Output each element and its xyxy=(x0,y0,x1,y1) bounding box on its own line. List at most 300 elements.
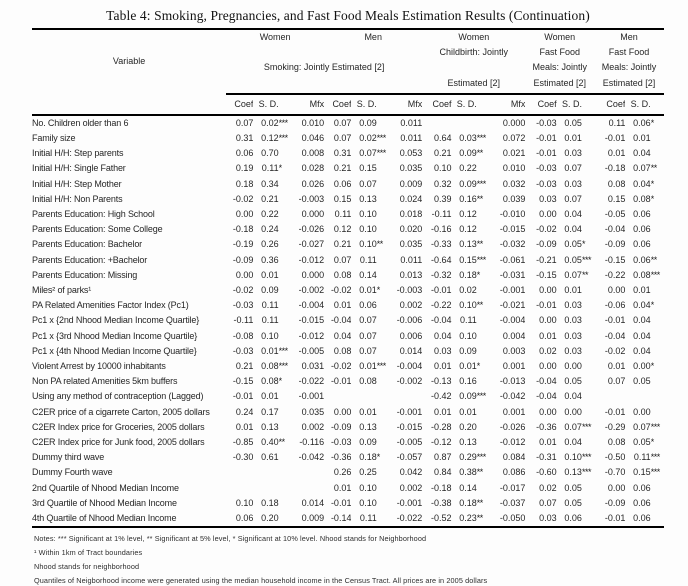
row-label: Dummy third wave xyxy=(32,452,105,463)
cell-w-mfx: -0.116 xyxy=(299,437,325,448)
cell-wf-coef: 0.00 xyxy=(539,361,557,372)
cell-mf-stars: ** xyxy=(650,254,657,265)
cell-mf-coef: 0.15 xyxy=(607,193,626,204)
cell-cb-sd: 0.38 xyxy=(459,467,477,478)
cell-wf-coef: -0.03 xyxy=(536,178,557,189)
cell-w-coef: 0.24 xyxy=(235,406,254,417)
cell-wf-coef: -0.04 xyxy=(536,376,557,387)
table-row xyxy=(32,146,664,161)
cell-wf-stars: * xyxy=(581,239,585,250)
cell-w-sd: 0.01 xyxy=(261,269,279,280)
cell-mf-stars xyxy=(651,329,664,344)
row-label: C2ER Index price for Junk food, 2005 dollars xyxy=(32,437,205,448)
cell-wf-coef: 0.00 xyxy=(539,285,557,296)
cell-wf-stars xyxy=(582,313,594,328)
cell-w-coef: -0.08 xyxy=(232,330,254,341)
cell-m-sd: 0.18 xyxy=(359,452,377,463)
cell-cb-mfx: -0.012 xyxy=(499,437,526,448)
cell-w-mfx: 0.046 xyxy=(301,133,325,144)
cell-wf-coef: -0.03 xyxy=(536,117,557,128)
cell-w-sd: 0.40 xyxy=(261,437,279,448)
cell-mf-stars xyxy=(651,496,664,511)
subheader-w-stars xyxy=(279,94,291,115)
table-row xyxy=(32,131,664,146)
row-label: Initial H/H: Step Mother xyxy=(32,178,122,189)
cell-cb-stars: *** xyxy=(476,391,486,402)
cell-wf-stars xyxy=(582,435,594,450)
cell-wf-coef: 0.00 xyxy=(539,406,557,417)
cell-m-coef: 0.31 xyxy=(333,148,352,159)
cell-mf-sd: 0.06 xyxy=(633,209,651,220)
cell-m-sd xyxy=(351,389,376,404)
cell-cb-stars: * xyxy=(476,361,480,372)
cell-cb-sd: 0.10 xyxy=(459,330,477,341)
cell-w-sd: 0.36 xyxy=(261,254,279,265)
cell-wf-coef: 0.00 xyxy=(539,209,557,220)
spacer-cell xyxy=(422,60,525,75)
cell-wf-coef: 0.03 xyxy=(525,511,556,527)
row-label: Initial H/H: Step parents xyxy=(32,148,124,159)
cell-w-sd: 0.11 xyxy=(261,315,279,326)
cell-m-sd: 0.07 xyxy=(359,345,377,356)
cell-mf-stars: * xyxy=(650,361,654,372)
col-group-men-fastfood-line4: Estimated [2] xyxy=(594,76,664,94)
cell-w-mfx: -0.001 xyxy=(298,391,325,402)
cell-wf-coef: -0.01 xyxy=(536,133,557,144)
cell-mf-stars: *** xyxy=(650,421,660,432)
cell-mf-coef: 0.01 xyxy=(607,148,626,159)
cell-mf-coef: -0.01 xyxy=(604,315,626,326)
cell-cb-mfx: 0.004 xyxy=(502,330,526,341)
cell-m-stars xyxy=(377,481,389,496)
cell-wf-sd: 0.03 xyxy=(564,345,582,356)
cell-cb-stars: * xyxy=(476,269,480,280)
cell-m-mfx: -0.004 xyxy=(396,361,423,372)
cell-w-coef: -0.15 xyxy=(232,376,254,387)
cell-w-stars xyxy=(279,389,291,404)
cell-w-coef xyxy=(226,465,253,480)
cell-wf-sd: 0.03 xyxy=(564,178,582,189)
cell-mf-stars xyxy=(651,313,664,328)
subheader-m-sd: S. D. xyxy=(351,94,376,115)
col-group-women-childbirth-line2: Childbirth: Jointly xyxy=(439,47,509,58)
cell-cb-coef: 0.10 xyxy=(434,163,452,174)
cell-wf-stars xyxy=(582,222,594,237)
cell-cb-mfx: 0.010 xyxy=(502,163,526,174)
row-label: 4th Quartile of Nhood Median Income xyxy=(32,511,226,527)
cell-mf-sd: 0.06 xyxy=(633,482,651,493)
cell-m-stars xyxy=(377,298,389,313)
cell-m-mfx: 0.020 xyxy=(399,224,423,235)
cell-wf-stars xyxy=(582,192,594,207)
cell-m-coef: 0.15 xyxy=(333,193,352,204)
col-group-men-fastfood-line3: Meals: Jointly xyxy=(601,62,657,73)
cell-cb-stars: ** xyxy=(477,511,490,527)
cell-mf-coef: 0.01 xyxy=(607,361,626,372)
cell-w-stars: *** xyxy=(278,361,288,372)
cell-wf-coef: -0.02 xyxy=(536,224,557,235)
cell-m-sd: 0.10 xyxy=(359,497,377,508)
subheader-m-stars xyxy=(377,94,389,115)
cell-w-coef: -0.18 xyxy=(232,224,254,235)
subheader-mf-sd: S. D. xyxy=(625,94,650,115)
cell-w-sd: 0.08 xyxy=(261,361,279,372)
cell-cb-coef: 0.39 xyxy=(434,193,452,204)
cell-m-coef: 0.01 xyxy=(333,300,352,311)
col-group-women-fastfood-line1: Women xyxy=(544,32,576,42)
cell-m-coef: -0.14 xyxy=(324,511,351,527)
table-row xyxy=(32,465,664,480)
col-group-men-fastfood-line2: Fast Food xyxy=(608,47,650,58)
row-label: PA Related Amenities Factor Index (Pc1) xyxy=(32,300,189,311)
cell-cb-sd: 0.13 xyxy=(459,437,477,448)
cell-mf-sd: 0.06 xyxy=(633,224,651,235)
cell-m-sd: 0.10 xyxy=(359,482,377,493)
cell-w-coef: -0.02 xyxy=(232,193,254,204)
cell-cb-coef: -0.04 xyxy=(431,315,452,326)
cell-wf-stars xyxy=(582,115,594,131)
cell-cb-stars: *** xyxy=(476,452,486,463)
cell-w-sd: 0.26 xyxy=(261,239,279,250)
cell-w-mfx: -0.004 xyxy=(298,300,325,311)
cell-cb-stars: ** xyxy=(476,239,483,250)
cell-wf-sd: 0.05 xyxy=(564,482,582,493)
cell-cb-mfx: -0.017 xyxy=(499,482,526,493)
subheader-wf-coef: Coef xyxy=(525,94,556,115)
cell-wf-stars xyxy=(582,359,594,374)
cell-cb-sd: 0.12 xyxy=(459,224,477,235)
cell-m-coef: -0.01 xyxy=(330,497,352,508)
cell-m-sd: 0.07 xyxy=(359,315,377,326)
cell-mf-sd: 0.07 xyxy=(633,421,651,432)
cell-w-coef: 0.07 xyxy=(235,117,254,128)
col-group-women-childbirth-line1: Women xyxy=(458,32,490,42)
cell-w-coef: -0.19 xyxy=(232,239,254,250)
cell-m-mfx: 0.009 xyxy=(399,178,423,189)
cell-cb-stars: ** xyxy=(476,148,483,159)
cell-wf-stars xyxy=(582,283,594,298)
cell-cb-stars xyxy=(477,207,490,222)
subheader-row xyxy=(32,94,664,115)
variable-column-header: Variable xyxy=(112,56,146,67)
cell-mf-stars xyxy=(651,511,664,527)
table-row xyxy=(32,237,664,252)
cell-cb-mfx: -0.001 xyxy=(499,285,526,296)
cell-mf-coef: -0.02 xyxy=(604,345,626,356)
cell-w-mfx: -0.015 xyxy=(298,315,325,326)
cell-mf-stars xyxy=(651,146,664,161)
cell-wf-coef: -0.01 xyxy=(536,148,557,159)
cell-mf-sd xyxy=(625,389,650,404)
cell-cb-stars: ** xyxy=(476,300,483,311)
row-label: C2ER price of a cigarrete Carton, 2005 dollars xyxy=(32,406,210,417)
row-label: Pc1 x {4th Nhood Median Income Quartile} xyxy=(32,345,197,356)
row-label: Parents Education: High School xyxy=(32,209,155,220)
cell-m-mfx: -0.001 xyxy=(396,406,423,417)
cell-cb-stars xyxy=(477,344,490,359)
cell-cb-sd: 0.22 xyxy=(459,163,477,174)
cell-cb-coef: 0.87 xyxy=(434,452,452,463)
cell-m-stars xyxy=(377,268,389,283)
cell-cb-stars: *** xyxy=(476,178,486,189)
cell-w-stars xyxy=(279,253,291,268)
cell-m-sd: 0.13 xyxy=(359,193,377,204)
cell-m-sd: 0.09 xyxy=(359,117,377,128)
cell-mf-stars: *** xyxy=(650,452,660,463)
cell-mf-stars: ** xyxy=(650,163,657,174)
cell-wf-coef: 0.02 xyxy=(539,482,557,493)
cell-m-coef: 0.11 xyxy=(334,209,352,220)
cell-wf-sd: 0.05 xyxy=(564,497,582,508)
subheader-m-coef: Coef xyxy=(324,94,351,115)
cell-m-mfx: 0.011 xyxy=(400,133,423,144)
table-row xyxy=(32,420,664,435)
cell-cb-stars xyxy=(477,222,490,237)
cell-mf-stars xyxy=(651,405,664,420)
cell-m-stars xyxy=(377,405,389,420)
cell-m-mfx: 0.042 xyxy=(399,467,423,478)
cell-m-sd: 0.01 xyxy=(359,285,377,296)
cell-m-stars xyxy=(377,389,389,404)
cell-cb-sd: 0.11 xyxy=(459,315,477,326)
cell-w-mfx: 0.028 xyxy=(301,163,325,174)
cell-wf-sd: 0.05 xyxy=(564,376,582,387)
cell-mf-stars xyxy=(651,207,664,222)
cell-cb-sd: 0.10 xyxy=(459,300,477,311)
cell-w-stars xyxy=(279,465,291,480)
table-row xyxy=(32,268,664,283)
cell-mf-stars xyxy=(651,344,664,359)
cell-mf-coef: -0.22 xyxy=(604,269,626,280)
cell-m-stars xyxy=(377,313,389,328)
cell-mf-coef: -0.06 xyxy=(604,300,626,311)
cell-w-sd: 0.12 xyxy=(261,133,279,144)
cell-m-coef: -0.09 xyxy=(330,421,352,432)
table-row xyxy=(32,435,664,450)
cell-wf-sd: 0.00 xyxy=(564,406,582,417)
cell-w-coef: 0.18 xyxy=(235,178,254,189)
cell-mf-coef: -0.01 xyxy=(594,511,625,527)
cell-m-stars: * xyxy=(376,452,380,463)
cell-wf-coef: 0.01 xyxy=(539,437,557,448)
cell-wf-sd: 0.04 xyxy=(564,391,582,402)
cell-cb-sd: 0.15 xyxy=(459,254,477,265)
row-label: 2nd Quartile of Nhood Median Income xyxy=(32,482,179,493)
cell-mf-stars: *** xyxy=(650,467,660,478)
cell-cb-stars: ** xyxy=(476,467,483,478)
row-label: 3rd Quartile of Nhood Median Income xyxy=(32,497,177,508)
cell-w-mfx: 0.000 xyxy=(301,269,325,280)
cell-w-stars xyxy=(279,405,291,420)
cell-w-sd: 0.20 xyxy=(253,511,278,527)
cell-cb-sd: 0.23 xyxy=(452,511,477,527)
cell-wf-coef: 0.07 xyxy=(539,497,557,508)
cell-wf-coef: -0.15 xyxy=(536,269,557,280)
subheader-m-mfx: Mfx xyxy=(389,94,422,115)
cell-mf-sd: 0.07 xyxy=(633,163,651,174)
cell-w-coef: -0.03 xyxy=(232,300,254,311)
col-group-women-fastfood-line4: Estimated [2] xyxy=(525,76,594,94)
cell-cb-mfx: 0.000 xyxy=(502,117,526,128)
cell-m-sd: 0.10 xyxy=(359,224,377,235)
cell-wf-stars xyxy=(582,146,594,161)
cell-wf-sd: 0.13 xyxy=(564,467,582,478)
results-tbody xyxy=(32,115,664,527)
cell-cb-mfx: 0.072 xyxy=(502,133,526,144)
cell-m-stars xyxy=(377,435,389,450)
cell-wf-stars xyxy=(582,405,594,420)
cell-wf-stars xyxy=(582,177,594,192)
table-row xyxy=(32,329,664,344)
cell-wf-stars xyxy=(582,344,594,359)
cell-cb-mfx: -0.037 xyxy=(499,497,526,508)
cell-m-mfx: -0.005 xyxy=(396,437,423,448)
cell-wf-sd: 0.05 xyxy=(564,117,582,128)
cell-wf-coef: 0.01 xyxy=(539,330,557,341)
cell-mf-stars xyxy=(651,131,664,146)
cell-w-stars xyxy=(279,511,291,527)
cell-m-coef: 0.07 xyxy=(333,117,352,128)
table-row xyxy=(32,283,664,298)
row-label: Dummy Fourth wave xyxy=(32,467,113,478)
cell-w-stars: *** xyxy=(278,117,288,128)
cell-wf-coef: 0.00 xyxy=(539,315,557,326)
cell-m-stars xyxy=(377,496,389,511)
cell-cb-sd: 0.18 xyxy=(459,497,477,508)
cell-wf-stars xyxy=(582,374,594,389)
cell-wf-coef: -0.04 xyxy=(536,391,557,402)
cell-cb-stars xyxy=(477,405,490,420)
cell-cb-sd: 0.12 xyxy=(459,209,477,220)
cell-m-sd: 0.07 xyxy=(359,178,377,189)
cell-wf-sd: 0.05 xyxy=(564,254,582,265)
cell-cb-stars: *** xyxy=(476,133,486,144)
cell-w-stars xyxy=(279,207,291,222)
cell-m-coef: 0.08 xyxy=(333,269,352,280)
cell-w-mfx: -0.026 xyxy=(298,224,325,235)
cell-mf-coef: -0.15 xyxy=(604,254,626,265)
cell-wf-sd: 0.01 xyxy=(564,285,582,296)
cell-w-sd: 0.08 xyxy=(261,376,279,387)
cell-w-coef: -0.30 xyxy=(232,452,254,463)
cell-wf-stars xyxy=(582,496,594,511)
col-group-women-childbirth-line4: Estimated [2] xyxy=(422,76,525,94)
cell-wf-stars: ** xyxy=(581,269,588,280)
cell-wf-coef: -0.21 xyxy=(536,254,557,265)
cell-mf-sd: 0.11 xyxy=(633,452,651,463)
cell-m-mfx: 0.002 xyxy=(399,482,423,493)
cell-wf-stars xyxy=(582,511,594,527)
cell-mf-sd: 0.04 xyxy=(633,178,651,189)
cell-mf-coef: -0.70 xyxy=(604,467,626,478)
cell-mf-stars xyxy=(651,283,664,298)
subheader-wf-stars xyxy=(582,94,594,115)
cell-mf-coef: -0.50 xyxy=(604,452,626,463)
cell-w-stars xyxy=(279,450,291,465)
cell-w-stars xyxy=(279,237,291,252)
cell-cb-mfx: 0.032 xyxy=(502,178,526,189)
cell-cb-coef: 0.03 xyxy=(434,345,452,356)
cell-mf-sd: 0.00 xyxy=(633,406,651,417)
cell-mf-sd: 0.15 xyxy=(633,467,651,478)
cell-mf-sd: 0.04 xyxy=(633,300,651,311)
cell-cb-coef: 0.32 xyxy=(434,178,452,189)
cell-mf-sd: 0.05 xyxy=(633,376,651,387)
cell-w-stars xyxy=(279,481,291,496)
cell-m-stars: *** xyxy=(376,148,386,159)
cell-w-sd: 0.22 xyxy=(261,209,279,220)
cell-w-coef: -0.85 xyxy=(232,437,254,448)
cell-w-sd: 0.17 xyxy=(261,406,279,417)
cell-m-mfx: -0.003 xyxy=(396,285,423,296)
cell-mf-stars xyxy=(651,481,664,496)
cell-mf-coef: 0.08 xyxy=(607,437,626,448)
cell-mf-stars: * xyxy=(650,117,654,128)
col-group-men-smoking: Men xyxy=(364,32,382,42)
cell-cb-mfx: -0.013 xyxy=(499,376,526,387)
cell-cb-mfx: -0.032 xyxy=(499,239,526,250)
cell-m-mfx: 0.011 xyxy=(400,117,423,128)
cell-w-stars xyxy=(279,146,291,161)
row-label: Miles² of parks¹ xyxy=(32,285,92,296)
cell-m-sd: 0.25 xyxy=(359,467,377,478)
cell-m-coef: -0.36 xyxy=(330,452,352,463)
cell-cb-coef: 0.84 xyxy=(434,467,452,478)
note-tract-boundaries: ¹ Within 1km of Tract boundaries xyxy=(34,548,143,558)
cell-cb-sd xyxy=(452,115,477,131)
cell-wf-sd: 0.00 xyxy=(564,361,582,372)
cell-wf-sd: 0.03 xyxy=(564,315,582,326)
cell-wf-coef: -0.09 xyxy=(536,239,557,250)
cell-w-sd: 0.02 xyxy=(261,117,279,128)
cell-wf-coef: -0.36 xyxy=(536,421,557,432)
cell-m-mfx: 0.035 xyxy=(399,239,423,250)
cell-mf-coef: -0.04 xyxy=(604,330,626,341)
cell-m-mfx: -0.057 xyxy=(396,452,423,463)
cell-cb-coef: -0.32 xyxy=(431,269,452,280)
cell-m-mfx: 0.011 xyxy=(400,254,423,265)
cell-w-stars xyxy=(279,329,291,344)
cell-w-stars xyxy=(279,313,291,328)
cell-m-mfx: 0.006 xyxy=(399,330,423,341)
cell-mf-stars: * xyxy=(650,193,654,204)
row-label: Using any method of contraception (Lagged) xyxy=(32,391,204,402)
cell-cb-mfx: -0.015 xyxy=(499,224,526,235)
cell-m-stars xyxy=(377,253,389,268)
cell-cb-coef: -0.33 xyxy=(431,239,452,250)
cell-mf-coef: 0.08 xyxy=(607,178,626,189)
cell-cb-coef: -0.11 xyxy=(431,209,452,220)
cell-cb-mfx: -0.010 xyxy=(499,209,526,220)
row-label: Pc1 x {2nd Nhood Median Income Quartile} xyxy=(32,315,200,326)
row-label: Pc1 x {3rd Nhood Median Income Quartile} xyxy=(32,330,198,341)
cell-cb-sd: 0.02 xyxy=(459,285,477,296)
cell-wf-stars xyxy=(582,329,594,344)
cell-m-sd: 0.10 xyxy=(359,239,377,250)
table-row xyxy=(32,344,664,359)
cell-cb-mfx: -0.021 xyxy=(499,300,526,311)
cell-w-sd: 0.11 xyxy=(261,300,279,311)
cell-mf-sd: 0.01 xyxy=(633,133,651,144)
cell-m-stars: *** xyxy=(376,361,386,372)
cell-cb-mfx: 0.021 xyxy=(502,148,526,159)
cell-w-mfx: 0.035 xyxy=(301,406,325,417)
cell-m-sd: 0.10 xyxy=(359,209,377,220)
cell-m-sd: 0.08 xyxy=(359,376,377,387)
cell-wf-stars xyxy=(582,481,594,496)
cell-wf-stars xyxy=(582,298,594,313)
cell-cb-stars xyxy=(477,329,490,344)
